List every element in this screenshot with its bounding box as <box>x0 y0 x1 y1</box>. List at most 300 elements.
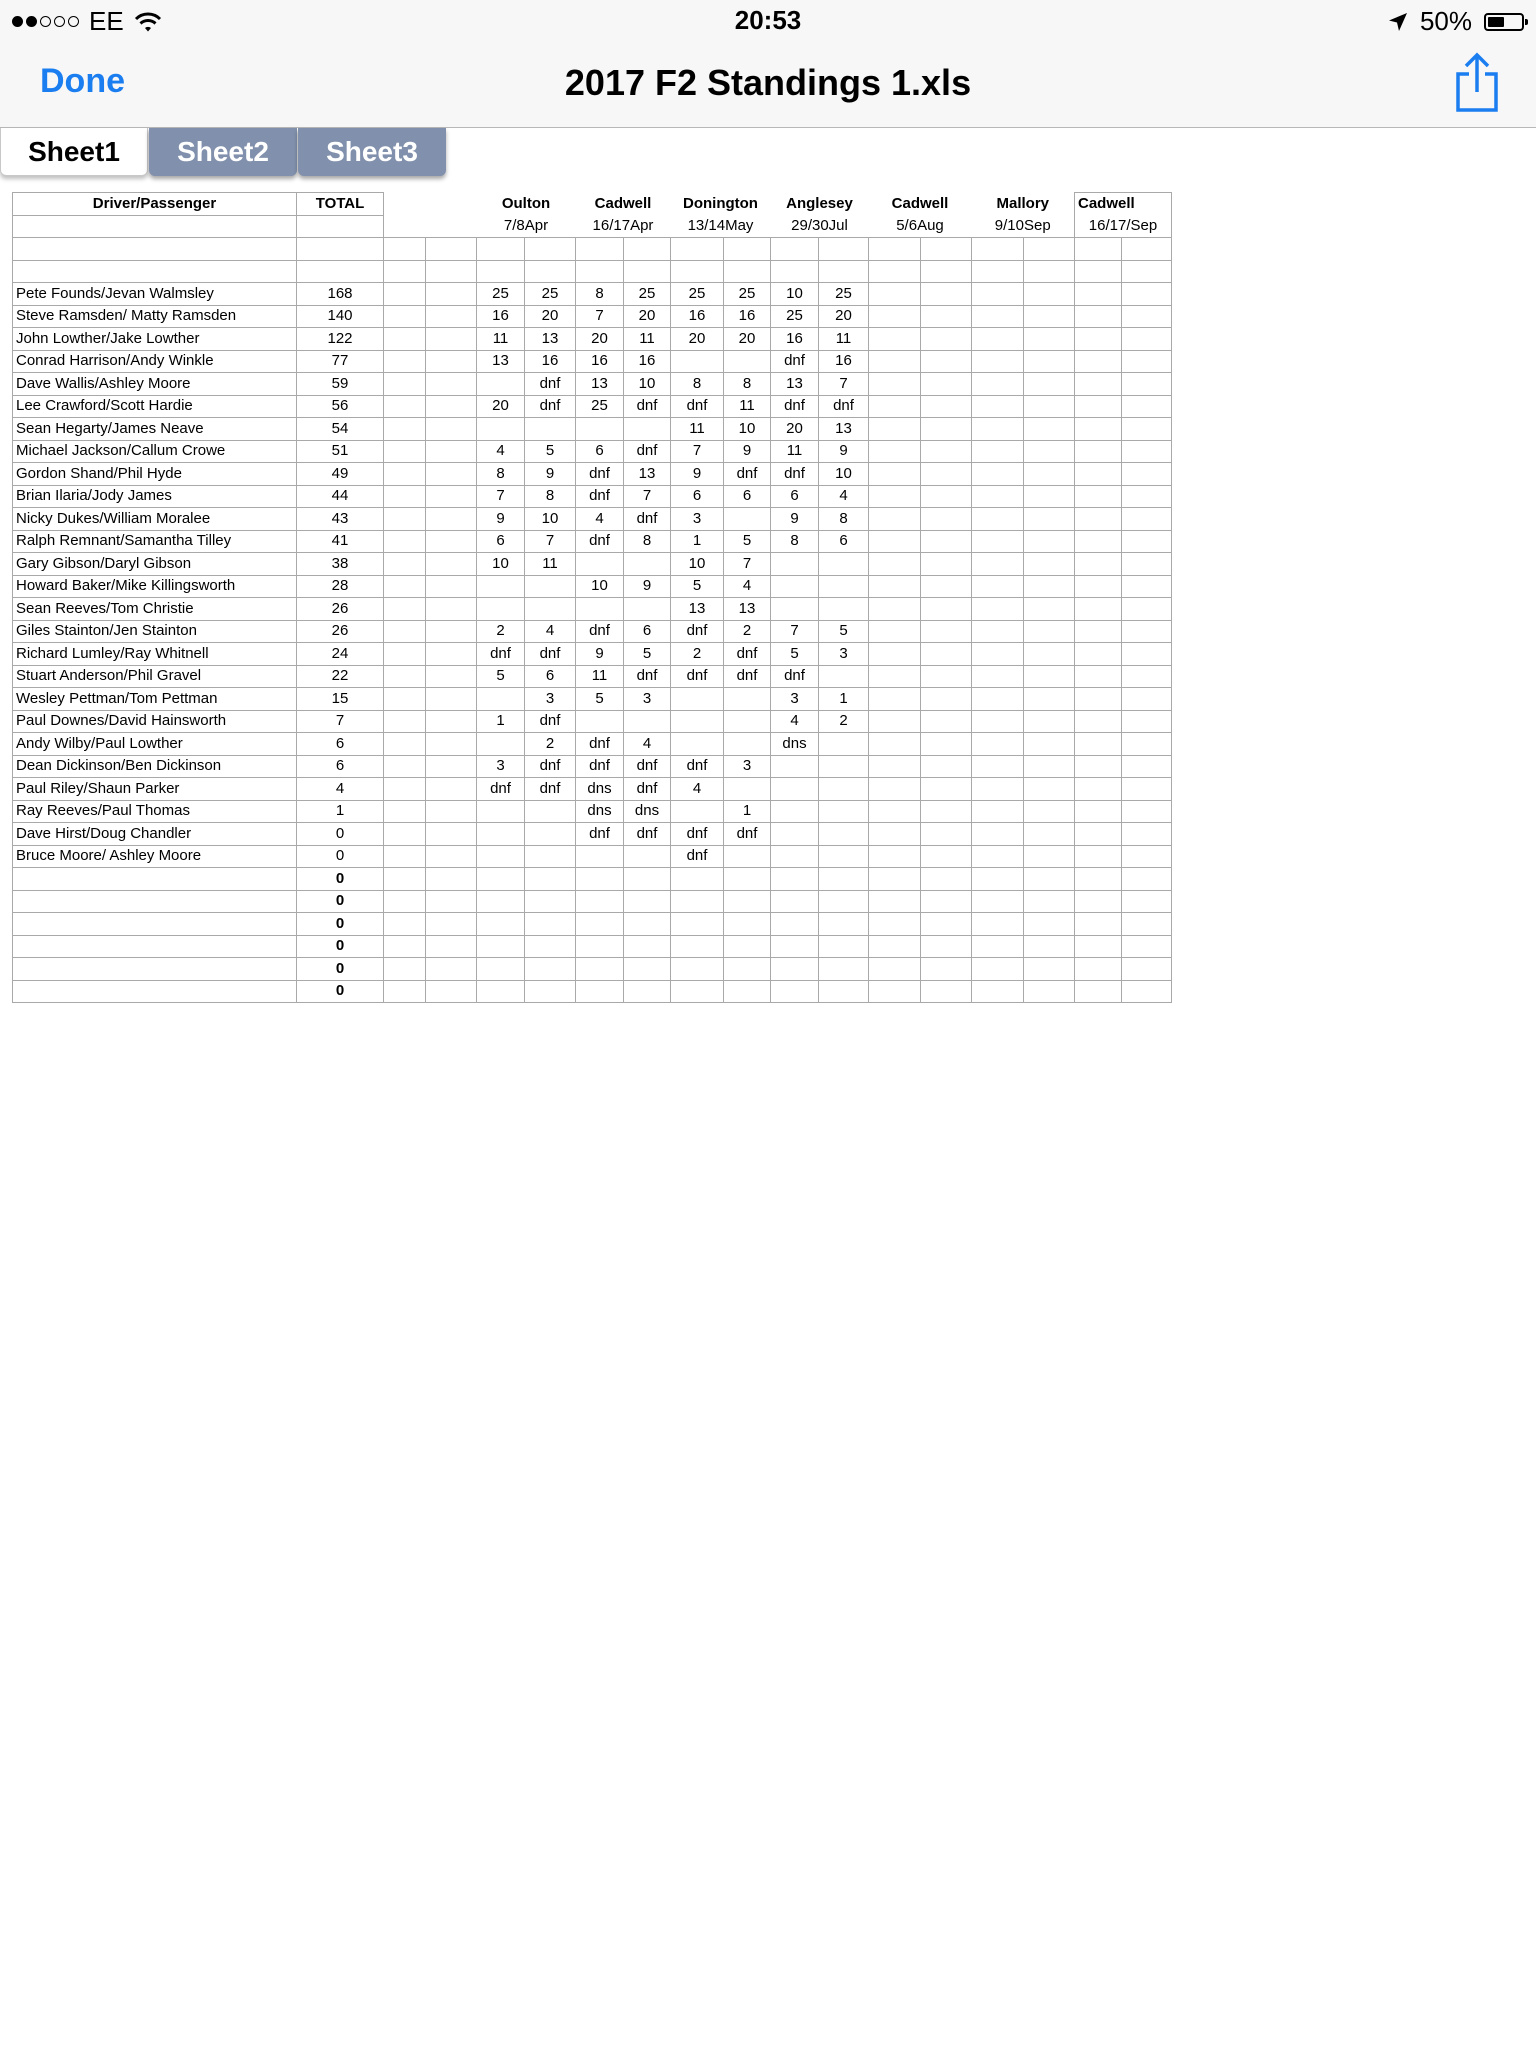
score-cell[interactable]: dnf <box>771 350 819 373</box>
score-cell[interactable] <box>724 710 771 733</box>
score-cell[interactable] <box>724 778 771 801</box>
score-cell[interactable]: dnf <box>576 733 624 756</box>
score-cell[interactable]: 5 <box>525 440 576 463</box>
score-cell[interactable] <box>921 373 972 396</box>
total-cell[interactable]: 24 <box>297 643 384 666</box>
score-cell[interactable] <box>771 575 819 598</box>
score-cell[interactable]: 2 <box>724 620 771 643</box>
score-cell[interactable] <box>1024 688 1075 711</box>
score-cell[interactable]: 7 <box>771 620 819 643</box>
table-cell[interactable] <box>426 440 477 463</box>
score-cell[interactable]: dnf <box>724 823 771 846</box>
table-cell[interactable] <box>819 238 869 261</box>
score-cell[interactable] <box>972 643 1024 666</box>
table-cell[interactable] <box>384 485 426 508</box>
table-cell[interactable] <box>384 283 426 306</box>
score-cell[interactable]: dnf <box>576 485 624 508</box>
score-cell[interactable]: 10 <box>771 283 819 306</box>
score-cell[interactable]: 2 <box>525 733 576 756</box>
score-cell[interactable] <box>724 733 771 756</box>
score-cell[interactable]: 25 <box>771 305 819 328</box>
score-cell[interactable] <box>1122 328 1172 351</box>
table-cell[interactable] <box>1024 980 1075 1003</box>
driver-name-cell[interactable]: Ray Reeves/Paul Thomas <box>13 800 297 823</box>
score-cell[interactable] <box>1075 440 1122 463</box>
score-cell[interactable] <box>1075 733 1122 756</box>
table-cell[interactable] <box>1122 260 1172 283</box>
score-cell[interactable] <box>576 598 624 621</box>
score-cell[interactable] <box>525 598 576 621</box>
score-cell[interactable] <box>771 845 819 868</box>
score-cell[interactable]: 25 <box>724 283 771 306</box>
table-cell[interactable] <box>819 913 869 936</box>
round-date-6[interactable]: 9/10Sep <box>994 217 1051 234</box>
table-cell[interactable] <box>972 958 1024 981</box>
score-cell[interactable] <box>869 575 921 598</box>
table-cell[interactable] <box>576 868 624 891</box>
score-cell[interactable] <box>869 643 921 666</box>
score-cell[interactable] <box>921 485 972 508</box>
blank-cell[interactable] <box>426 193 477 216</box>
score-cell[interactable] <box>1122 643 1172 666</box>
table-cell[interactable] <box>869 868 921 891</box>
table-cell[interactable] <box>426 305 477 328</box>
table-cell[interactable] <box>771 935 819 958</box>
score-cell[interactable] <box>1024 575 1075 598</box>
score-cell[interactable] <box>477 800 525 823</box>
score-cell[interactable] <box>921 733 972 756</box>
table-cell[interactable] <box>426 553 477 576</box>
score-cell[interactable]: 16 <box>624 350 671 373</box>
table-row[interactable] <box>13 305 1172 328</box>
table-cell[interactable] <box>477 890 525 913</box>
driver-name-cell[interactable]: Michael Jackson/Callum Crowe <box>13 440 297 463</box>
table-cell[interactable] <box>724 260 771 283</box>
score-cell[interactable] <box>671 710 724 733</box>
score-cell[interactable]: 6 <box>477 530 525 553</box>
driver-name-cell[interactable]: Gary Gibson/Daryl Gibson <box>13 553 297 576</box>
table-cell[interactable] <box>384 305 426 328</box>
score-cell[interactable] <box>972 688 1024 711</box>
score-cell[interactable] <box>1122 598 1172 621</box>
score-cell[interactable] <box>1075 463 1122 486</box>
score-cell[interactable] <box>1122 485 1172 508</box>
table-cell[interactable] <box>771 868 819 891</box>
driver-name-cell[interactable] <box>13 868 297 891</box>
score-cell[interactable] <box>477 845 525 868</box>
score-cell[interactable]: 1 <box>724 800 771 823</box>
score-cell[interactable] <box>1075 598 1122 621</box>
score-cell[interactable] <box>921 643 972 666</box>
score-cell[interactable]: 1 <box>671 530 724 553</box>
score-cell[interactable] <box>1024 485 1075 508</box>
table-cell[interactable] <box>724 868 771 891</box>
score-cell[interactable]: 8 <box>477 463 525 486</box>
table-row[interactable] <box>13 890 1172 913</box>
score-cell[interactable]: dnf <box>525 373 576 396</box>
score-cell[interactable]: 3 <box>624 688 671 711</box>
score-cell[interactable] <box>972 328 1024 351</box>
score-cell[interactable] <box>972 598 1024 621</box>
score-cell[interactable] <box>1075 328 1122 351</box>
score-cell[interactable]: 3 <box>819 643 869 666</box>
table-cell[interactable] <box>1075 868 1122 891</box>
score-cell[interactable] <box>921 328 972 351</box>
score-cell[interactable] <box>1024 755 1075 778</box>
score-cell[interactable] <box>1075 283 1122 306</box>
score-cell[interactable]: 13 <box>771 373 819 396</box>
table-cell[interactable] <box>384 530 426 553</box>
table-row[interactable] <box>13 440 1172 463</box>
score-cell[interactable] <box>972 778 1024 801</box>
score-cell[interactable] <box>921 710 972 733</box>
score-cell[interactable] <box>869 373 921 396</box>
score-cell[interactable] <box>1024 305 1075 328</box>
score-cell[interactable] <box>921 620 972 643</box>
table-cell[interactable] <box>384 643 426 666</box>
score-cell[interactable] <box>1075 710 1122 733</box>
table-cell[interactable] <box>1024 260 1075 283</box>
score-cell[interactable] <box>921 395 972 418</box>
table-cell[interactable] <box>384 845 426 868</box>
blank-cell[interactable] <box>13 215 297 238</box>
score-cell[interactable]: 25 <box>576 395 624 418</box>
total-cell[interactable]: 7 <box>297 710 384 733</box>
table-row[interactable] <box>13 485 1172 508</box>
round-venue-1[interactable]: Oulton <box>501 194 551 212</box>
score-cell[interactable]: 16 <box>477 305 525 328</box>
total-cell[interactable]: 4 <box>297 778 384 801</box>
score-cell[interactable] <box>1075 305 1122 328</box>
score-cell[interactable] <box>869 553 921 576</box>
table-row[interactable] <box>13 980 1172 1003</box>
score-cell[interactable]: 7 <box>671 440 724 463</box>
score-cell[interactable]: 4 <box>819 485 869 508</box>
table-cell[interactable] <box>1122 958 1172 981</box>
score-cell[interactable] <box>921 688 972 711</box>
score-cell[interactable] <box>671 350 724 373</box>
score-cell[interactable] <box>1024 440 1075 463</box>
table-cell[interactable] <box>972 980 1024 1003</box>
score-cell[interactable] <box>1122 755 1172 778</box>
score-cell[interactable]: dnf <box>525 710 576 733</box>
score-cell[interactable]: dnf <box>624 778 671 801</box>
table-cell[interactable] <box>384 418 426 441</box>
score-cell[interactable] <box>1024 710 1075 733</box>
round-date-7[interactable]: 16/17/Sep <box>1075 215 1172 238</box>
driver-name-cell[interactable]: Conrad Harrison/Andy Winkle <box>13 350 297 373</box>
total-cell[interactable]: 59 <box>297 373 384 396</box>
table-cell[interactable] <box>426 598 477 621</box>
table-cell[interactable] <box>384 553 426 576</box>
score-cell[interactable] <box>921 845 972 868</box>
done-button[interactable]: Done <box>40 62 125 100</box>
score-cell[interactable]: 13 <box>525 328 576 351</box>
table-cell[interactable] <box>384 328 426 351</box>
score-cell[interactable]: dnf <box>771 463 819 486</box>
table-cell[interactable] <box>819 958 869 981</box>
score-cell[interactable] <box>1024 643 1075 666</box>
round-date-1[interactable]: 7/8Apr <box>503 217 549 234</box>
table-cell[interactable] <box>426 283 477 306</box>
score-cell[interactable] <box>1122 418 1172 441</box>
table-cell[interactable] <box>921 868 972 891</box>
score-cell[interactable] <box>1122 463 1172 486</box>
table-cell[interactable] <box>972 890 1024 913</box>
score-cell[interactable] <box>869 305 921 328</box>
round-venue-7[interactable]: Cadwell <box>1075 193 1172 216</box>
table-cell[interactable] <box>384 508 426 531</box>
table-cell[interactable] <box>384 958 426 981</box>
score-cell[interactable] <box>972 463 1024 486</box>
score-cell[interactable] <box>576 845 624 868</box>
table-cell[interactable] <box>384 620 426 643</box>
table-cell[interactable] <box>384 665 426 688</box>
table-cell[interactable] <box>1075 260 1122 283</box>
table-cell[interactable] <box>972 868 1024 891</box>
score-cell[interactable] <box>1024 350 1075 373</box>
table-cell[interactable] <box>384 238 426 261</box>
score-cell[interactable] <box>1122 305 1172 328</box>
score-cell[interactable]: 11 <box>724 395 771 418</box>
score-cell[interactable]: dnf <box>671 665 724 688</box>
score-cell[interactable] <box>1122 553 1172 576</box>
score-cell[interactable]: 10 <box>724 418 771 441</box>
table-cell[interactable] <box>426 620 477 643</box>
score-cell[interactable]: 4 <box>771 710 819 733</box>
score-cell[interactable] <box>869 530 921 553</box>
table-cell[interactable] <box>576 935 624 958</box>
table-cell[interactable] <box>624 980 671 1003</box>
table-cell[interactable] <box>525 238 576 261</box>
driver-name-cell[interactable]: Ralph Remnant/Samantha Tilley <box>13 530 297 553</box>
score-cell[interactable]: 9 <box>819 440 869 463</box>
table-cell[interactable] <box>671 890 724 913</box>
score-cell[interactable]: 20 <box>477 395 525 418</box>
table-cell[interactable] <box>1024 868 1075 891</box>
score-cell[interactable] <box>1122 395 1172 418</box>
score-cell[interactable]: 8 <box>525 485 576 508</box>
score-cell[interactable] <box>525 418 576 441</box>
table-cell[interactable] <box>426 238 477 261</box>
table-cell[interactable] <box>13 238 297 261</box>
table-cell[interactable] <box>576 238 624 261</box>
total-cell[interactable]: 0 <box>297 868 384 891</box>
table-cell[interactable] <box>477 260 525 283</box>
score-cell[interactable] <box>724 845 771 868</box>
score-cell[interactable]: 20 <box>576 328 624 351</box>
total-cell[interactable]: 77 <box>297 350 384 373</box>
score-cell[interactable]: dnf <box>671 620 724 643</box>
table-cell[interactable] <box>819 980 869 1003</box>
table-cell[interactable] <box>384 575 426 598</box>
total-cell[interactable]: 0 <box>297 823 384 846</box>
table-cell[interactable] <box>477 935 525 958</box>
driver-name-cell[interactable]: Sean Reeves/Tom Christie <box>13 598 297 621</box>
score-cell[interactable] <box>921 508 972 531</box>
score-cell[interactable] <box>869 845 921 868</box>
table-cell[interactable] <box>525 935 576 958</box>
table-cell[interactable] <box>771 238 819 261</box>
table-row[interactable] <box>13 688 1172 711</box>
score-cell[interactable] <box>1122 530 1172 553</box>
table-cell[interactable] <box>921 890 972 913</box>
score-cell[interactable]: dnf <box>819 395 869 418</box>
table-cell[interactable] <box>972 238 1024 261</box>
score-cell[interactable] <box>972 823 1024 846</box>
table-row[interactable] <box>13 845 1172 868</box>
score-cell[interactable]: 9 <box>771 508 819 531</box>
driver-name-cell[interactable]: Sean Hegarty/James Neave <box>13 418 297 441</box>
score-cell[interactable] <box>972 620 1024 643</box>
score-cell[interactable] <box>921 350 972 373</box>
table-cell[interactable] <box>921 958 972 981</box>
score-cell[interactable] <box>869 778 921 801</box>
round-venue-3[interactable]: Donington <box>683 194 758 212</box>
table-cell[interactable] <box>426 935 477 958</box>
table-cell[interactable] <box>671 980 724 1003</box>
score-cell[interactable] <box>1075 418 1122 441</box>
share-icon[interactable] <box>1452 52 1502 114</box>
score-cell[interactable]: 8 <box>724 373 771 396</box>
table-cell[interactable] <box>477 868 525 891</box>
score-cell[interactable]: dnf <box>477 778 525 801</box>
table-cell[interactable] <box>771 980 819 1003</box>
score-cell[interactable] <box>921 598 972 621</box>
table-cell[interactable] <box>384 373 426 396</box>
tab-sheet1[interactable]: Sheet1 <box>0 128 148 176</box>
score-cell[interactable]: 6 <box>819 530 869 553</box>
table-cell[interactable] <box>477 980 525 1003</box>
score-cell[interactable]: 10 <box>624 373 671 396</box>
score-cell[interactable] <box>771 800 819 823</box>
score-cell[interactable]: 4 <box>477 440 525 463</box>
score-cell[interactable] <box>869 665 921 688</box>
score-cell[interactable]: 25 <box>477 283 525 306</box>
score-cell[interactable] <box>477 733 525 756</box>
driver-name-cell[interactable] <box>13 958 297 981</box>
score-cell[interactable] <box>972 800 1024 823</box>
total-cell[interactable]: 1 <box>297 800 384 823</box>
score-cell[interactable]: 1 <box>477 710 525 733</box>
table-cell[interactable] <box>426 485 477 508</box>
table-cell[interactable] <box>384 755 426 778</box>
table-cell[interactable] <box>477 238 525 261</box>
score-cell[interactable] <box>1075 575 1122 598</box>
table-cell[interactable] <box>525 868 576 891</box>
score-cell[interactable] <box>869 823 921 846</box>
driver-name-cell[interactable]: Paul Downes/David Hainsworth <box>13 710 297 733</box>
table-cell[interactable] <box>384 710 426 733</box>
score-cell[interactable] <box>1122 845 1172 868</box>
table-cell[interactable] <box>525 958 576 981</box>
table-cell[interactable] <box>1024 890 1075 913</box>
score-cell[interactable]: dns <box>576 800 624 823</box>
table-cell[interactable] <box>525 913 576 936</box>
score-cell[interactable] <box>525 575 576 598</box>
score-cell[interactable]: dnf <box>525 643 576 666</box>
driver-name-cell[interactable]: Stuart Anderson/Phil Gravel <box>13 665 297 688</box>
table-cell[interactable] <box>426 800 477 823</box>
score-cell[interactable] <box>869 598 921 621</box>
score-cell[interactable] <box>869 710 921 733</box>
score-cell[interactable] <box>477 823 525 846</box>
table-cell[interactable] <box>624 868 671 891</box>
score-cell[interactable]: dnf <box>671 823 724 846</box>
score-cell[interactable]: dnf <box>576 463 624 486</box>
standings-table[interactable] <box>12 192 1172 1003</box>
table-cell[interactable] <box>426 845 477 868</box>
score-cell[interactable] <box>972 845 1024 868</box>
table-row[interactable] <box>13 665 1172 688</box>
score-cell[interactable] <box>477 373 525 396</box>
table-row[interactable] <box>13 868 1172 891</box>
score-cell[interactable]: 11 <box>671 418 724 441</box>
score-cell[interactable] <box>869 440 921 463</box>
score-cell[interactable] <box>819 823 869 846</box>
score-cell[interactable]: 9 <box>624 575 671 598</box>
round-venue-5[interactable]: Cadwell <box>891 194 949 212</box>
table-cell[interactable] <box>384 868 426 891</box>
score-cell[interactable] <box>525 823 576 846</box>
table-cell[interactable] <box>426 980 477 1003</box>
total-cell[interactable]: 28 <box>297 575 384 598</box>
table-row[interactable] <box>13 778 1172 801</box>
table-row[interactable] <box>13 958 1172 981</box>
score-cell[interactable] <box>1024 463 1075 486</box>
score-cell[interactable]: 6 <box>671 485 724 508</box>
score-cell[interactable] <box>1075 665 1122 688</box>
driver-name-cell[interactable]: Andy Wilby/Paul Lowther <box>13 733 297 756</box>
score-cell[interactable]: 16 <box>576 350 624 373</box>
score-cell[interactable]: 6 <box>771 485 819 508</box>
score-cell[interactable]: 6 <box>624 620 671 643</box>
total-cell[interactable]: 22 <box>297 665 384 688</box>
score-cell[interactable] <box>1122 778 1172 801</box>
score-cell[interactable]: 11 <box>819 328 869 351</box>
table-cell[interactable] <box>525 890 576 913</box>
score-cell[interactable]: 8 <box>671 373 724 396</box>
score-cell[interactable] <box>1075 845 1122 868</box>
table-cell[interactable] <box>1024 958 1075 981</box>
score-cell[interactable]: 20 <box>819 305 869 328</box>
score-cell[interactable]: dnf <box>771 395 819 418</box>
table-cell[interactable] <box>384 800 426 823</box>
table-cell[interactable] <box>671 958 724 981</box>
table-cell[interactable] <box>384 778 426 801</box>
score-cell[interactable] <box>819 553 869 576</box>
table-cell[interactable] <box>426 463 477 486</box>
driver-name-cell[interactable] <box>13 913 297 936</box>
score-cell[interactable] <box>869 485 921 508</box>
table-cell[interactable] <box>724 958 771 981</box>
table-cell[interactable] <box>576 980 624 1003</box>
score-cell[interactable]: dnf <box>671 845 724 868</box>
table-row[interactable] <box>13 508 1172 531</box>
blank-cell[interactable] <box>297 215 384 238</box>
score-cell[interactable] <box>1122 800 1172 823</box>
total-cell[interactable]: 49 <box>297 463 384 486</box>
score-cell[interactable] <box>972 395 1024 418</box>
table-cell[interactable] <box>771 890 819 913</box>
score-cell[interactable] <box>972 440 1024 463</box>
table-cell[interactable] <box>426 688 477 711</box>
driver-name-cell[interactable]: Steve Ramsden/ Matty Ramsden <box>13 305 297 328</box>
score-cell[interactable]: 20 <box>771 418 819 441</box>
table-row[interactable] <box>13 283 1172 306</box>
table-cell[interactable] <box>13 260 297 283</box>
table-cell[interactable] <box>426 913 477 936</box>
